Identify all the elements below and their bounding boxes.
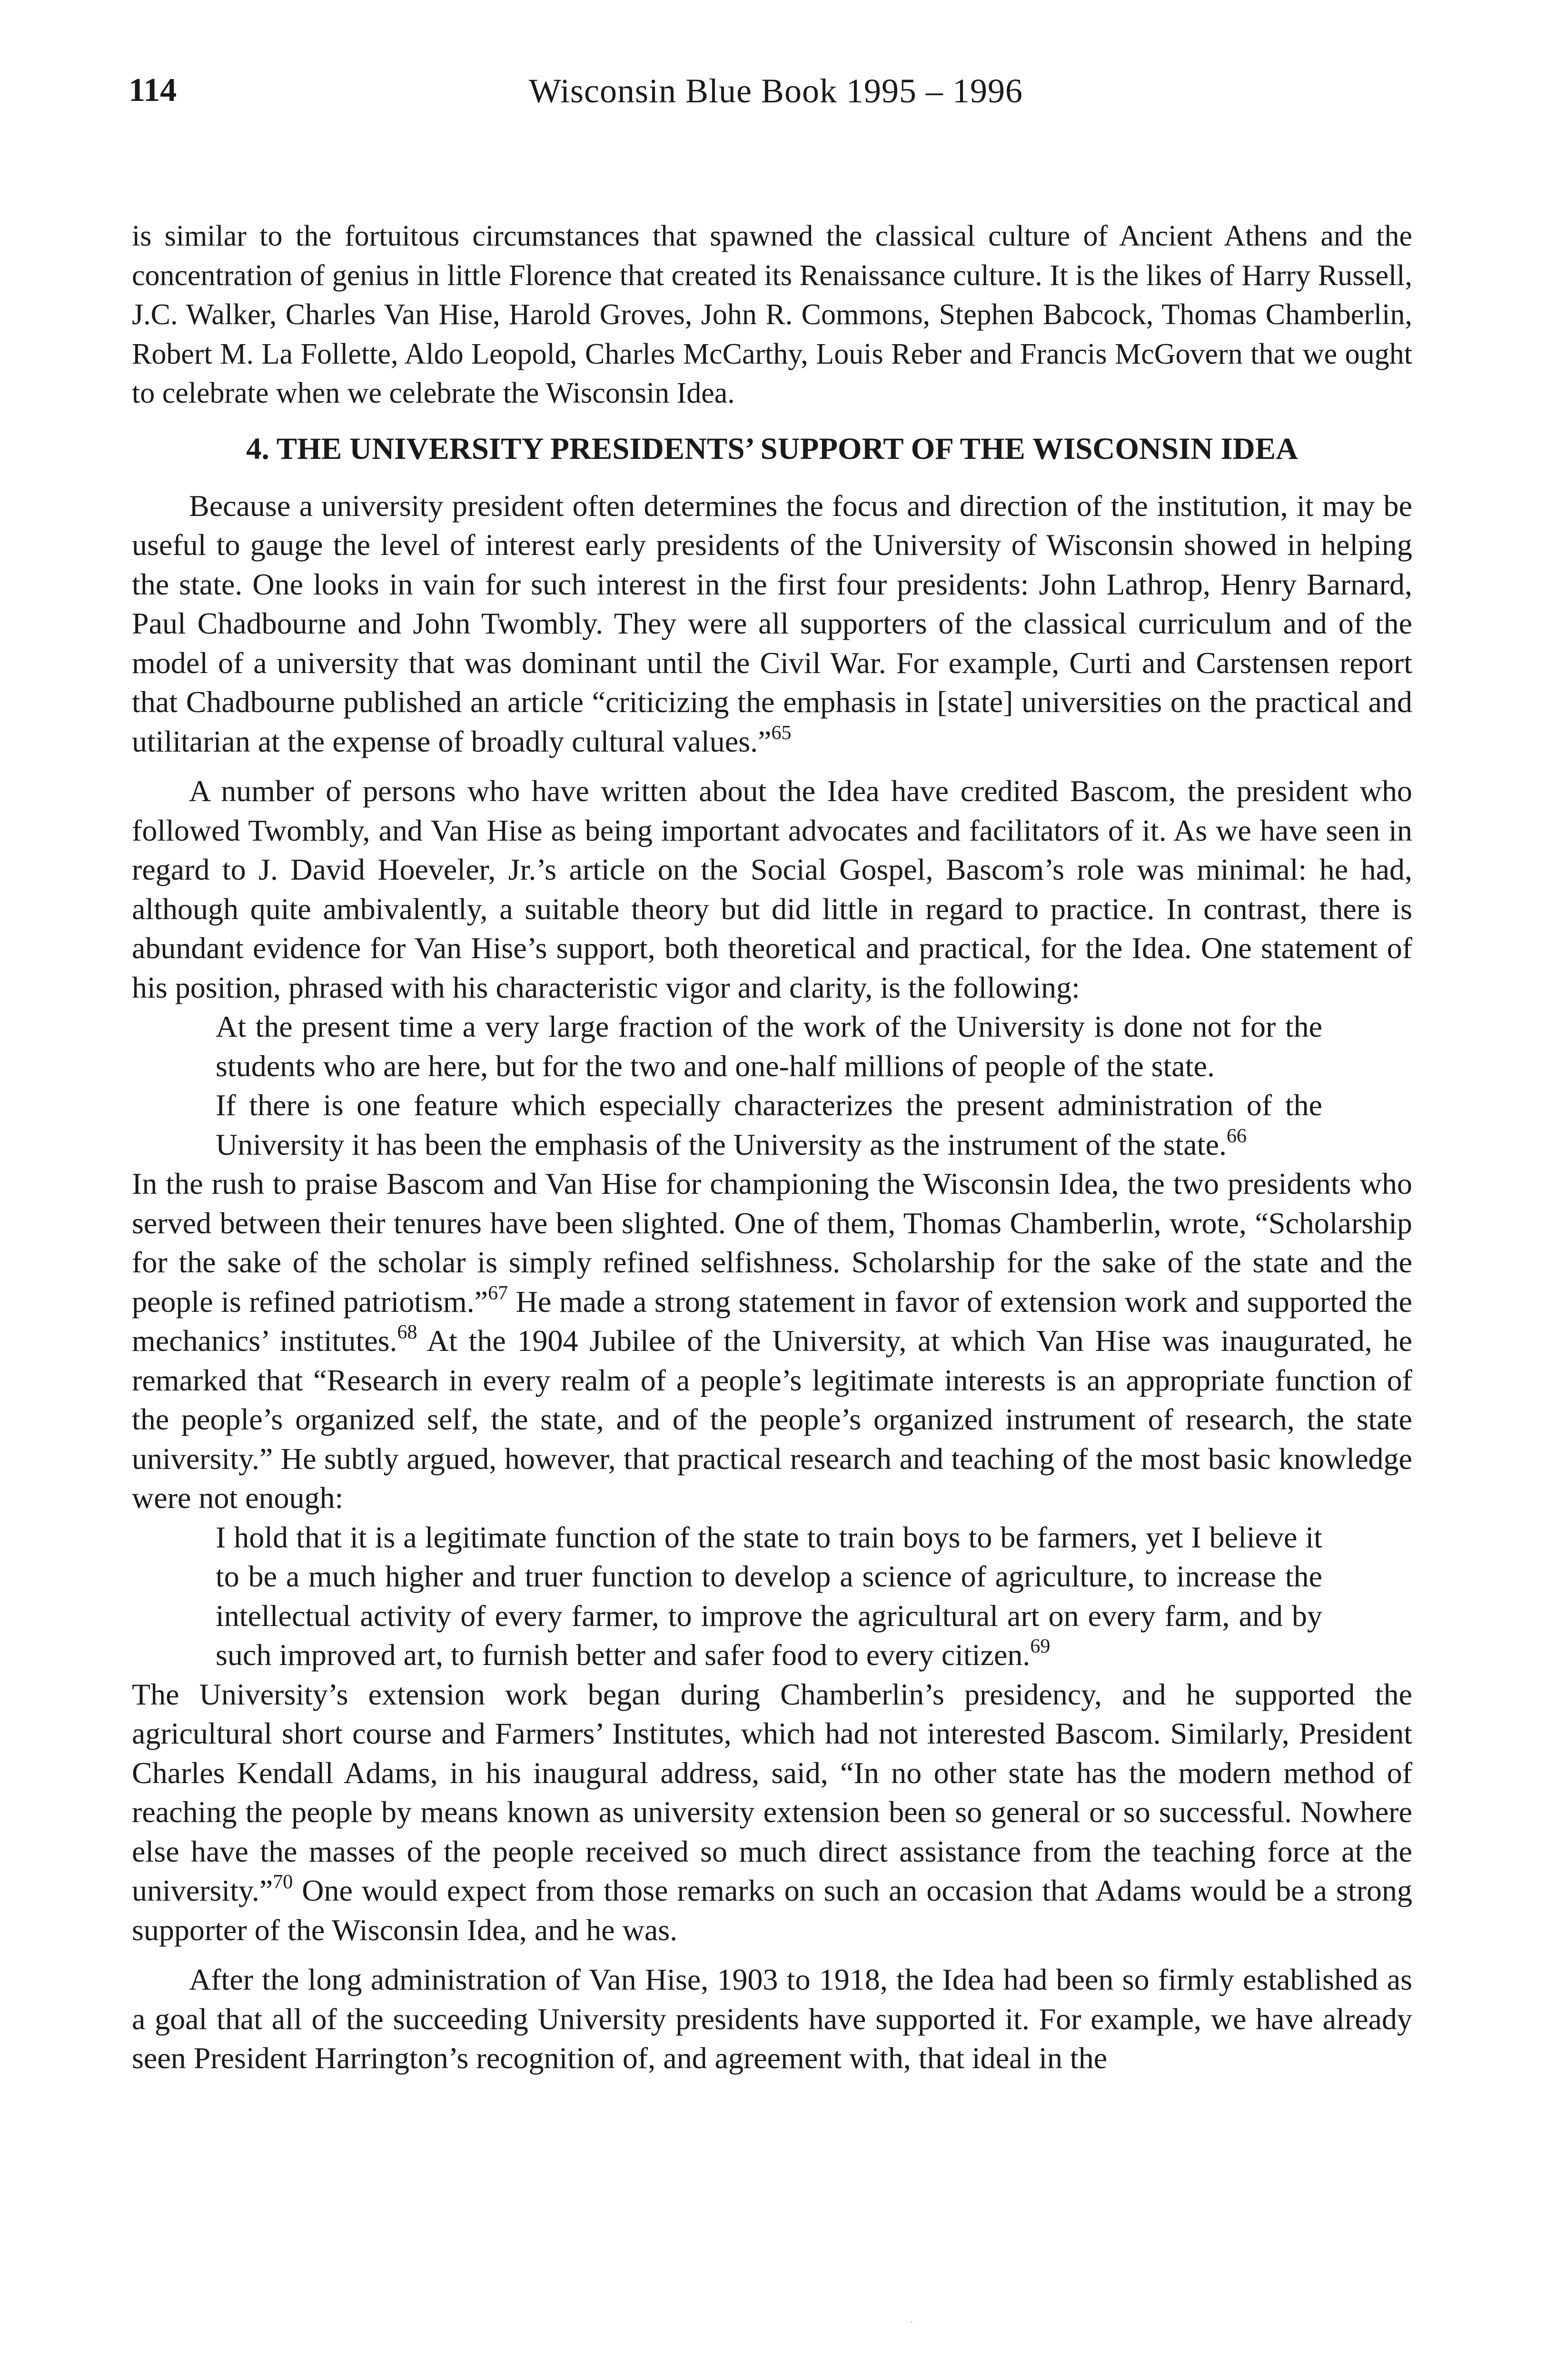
section-heading: 4. THE UNIVERSITY PRESIDENTS’ SUPPORT OF THE WISCONSIN IDEA bbox=[246, 431, 1298, 466]
block-quote-1-para-2-text: If there is one feature which especially characterizes the present administration of the University it has been the emphasis of the University as the instrument of the state. bbox=[216, 1088, 1322, 1161]
block-quote-1-para-1: At the present time a very large fraction of the work of the University is done not for the students who are here, but for the two and one-half millions of people of the state. bbox=[216, 1010, 1322, 1083]
footnote-ref-66: 66 bbox=[1226, 1125, 1247, 1147]
paragraph-4-text-a: The University’s extension work began during Chamberlin’s presidency, and he supported the agricultural short course and Farmers’ Institutes, which had not interested Bascom. Similarly, President Charles Kendall Adams, in his inaugural address, said, “In no other state has the modern method of reaching the people by means known as university extension been so general or so successful. Nowhere else have the masses of the people received so much direct assistance from the teaching force at the university.” bbox=[132, 1677, 1412, 1907]
paragraph-3-text-c: At the 1904 Jubilee of the University, at which Van Hise was inaugurated, he remarked that “Research in every realm of a people’s legitimate interests is an appropriate function of the people’s organized self, the state, and of the people’s organized instrument of research, the state university.” He subtly argued, however, that practical research and teaching of the most basic knowledge were not enough: bbox=[132, 1324, 1412, 1515]
footnote-ref-68: 68 bbox=[397, 1321, 417, 1343]
page-number: 114 bbox=[129, 72, 177, 109]
intro-paragraph: is similar to the fortuitous circumstances that spawned the classical culture of Ancient Athens and the concentration of genius in little Florence that created its Renaissance culture. It is the likes of Harry Russell, J.C. Walker, Charles Van Hise, Harold Groves, John R. Commons, Stephen Babcock, Thomas Chamberlin, Robert M. La Follette, Aldo Leopold, Charles McCarthy, Louis Reber and Francis McGovern that we ought to celebrate when we celebrate the Wisconsin Idea. bbox=[132, 220, 1412, 409]
footnote-ref-67: 67 bbox=[488, 1282, 508, 1304]
running-head: Wisconsin Blue Book 1995 – 1996 bbox=[528, 72, 1023, 110]
paragraph-1 bbox=[132, 486, 1412, 762]
paragraph-4-text-b: One would expect from those remarks on such an occasion that Adams would be a strong supporter of the Wisconsin Idea, and he was. bbox=[132, 1874, 1412, 1947]
paragraph-5: After the long administration of Van Hise, 1903 to 1918, the Idea had been so firmly established as a goal that all of the succeeding University presidents have supported it. For example, we have already seen President Harrington’s recognition of, and agreement with, that ideal in the bbox=[132, 1963, 1412, 2075]
paragraph-3 bbox=[132, 1164, 1412, 1518]
scan-speck: ˙ bbox=[909, 2318, 914, 2334]
block-quote-1-para-2 bbox=[216, 1086, 1322, 1164]
paragraph-2: A number of persons who have written about the Idea have credited Bascom, the president who followed Twombly, and Van Hise as being important advocates and facilitators of it. As we have seen in regard to J. David Hoeveler, Jr.’s article on the Social Gospel, Bascom’s role was minimal: he had, although quite ambivalently, a suitable theory but did little in regard to practice. In contrast, there is abundant evidence for Van Hise’s support, both theoretical and practical, for the Idea. One statement of his position, phrased with his characteristic vigor and clarity, is the following: bbox=[132, 774, 1412, 1004]
paragraph-3-text-a: In the rush to praise Bascom and Van Hise for championing the Wisconsin Idea, the two presidents who served between their tenures have been slighted. One of them, Thomas Chamberlin, wrote, “Scholarship for the sake of the scholar is simply refined selfishness. Scholarship for the sake of the state and the people is refined patriotism.” bbox=[132, 1167, 1412, 1319]
footnote-ref-70: 70 bbox=[273, 1871, 293, 1893]
block-quote-2-text: I hold that it is a legitimate function of the state to train boys to be farmers, yet I believe it to be a much higher and truer function to develop a science of agriculture, to increase the intellectual activity of every farmer, to improve the agricultural art on every farm, and by such improved art, to furnish better and safer food to every citizen. bbox=[216, 1520, 1322, 1672]
paragraph-1-text: Because a university president often determines the focus and direction of the institution, it may be useful to gauge the level of interest early presidents of the University of Wisconsin showed in helping the state. One looks in vain for such interest in the first four presidents: John Lathrop, Henry Barnard, Paul Chadbourne and John Twombly. They were all supporters of the classical curriculum and of the model of a university that was dominant until the Civil War. For example, Curti and Carstensen report that Chadbourne published an article “criticizing the emphasis in [state] universities on the practical and utilitarian at the expense of broadly cultural values.” bbox=[132, 488, 1412, 758]
block-quote-2 bbox=[216, 1518, 1322, 1675]
page-header bbox=[129, 71, 1416, 129]
article-body bbox=[132, 217, 1412, 2380]
paragraph-4 bbox=[132, 1675, 1412, 1950]
footnote-ref-65: 65 bbox=[771, 722, 792, 744]
paragraph-3-text-b: He made a strong statement in favor of extension work and supported the mechanics’ institutes. bbox=[132, 1284, 1412, 1358]
footnote-ref-69: 69 bbox=[1030, 1636, 1050, 1657]
